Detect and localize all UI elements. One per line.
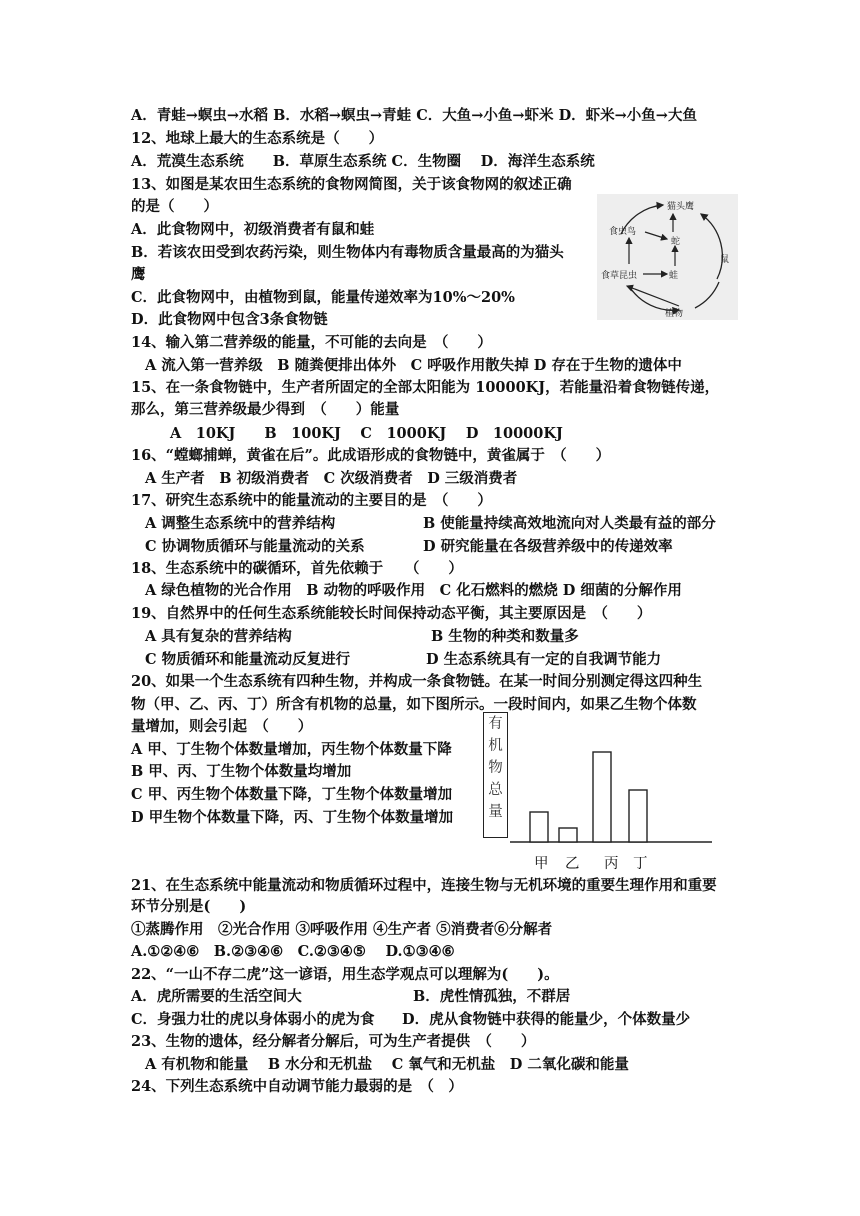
- q20-stem-line1: 20、如果一个生态系统有四种生物，并构成一条食物链。在某一时间分别测定得这四种生: [131, 673, 703, 690]
- q13-option-d: D．此食物网中包含3条食物链: [131, 311, 328, 328]
- chart-ylabel-char: 机: [488, 738, 503, 754]
- q14-options: A 流入第一营养级 B 随粪便排出体外 C 呼吸作用散失掉 D 存在于生物的遗体中: [145, 357, 682, 374]
- q15-options: A 10KJ B 100KJ C 1000KJ D 10000KJ: [170, 425, 563, 442]
- chart-category-label: 乙: [565, 856, 580, 872]
- chart-ylabel-char: 量: [488, 804, 503, 820]
- q22-option-a: A．虎所需要的生活空间大: [131, 988, 302, 1005]
- q14-stem: 14、输入第二营养级的能量，不可能的去向是 （ ）: [131, 334, 492, 351]
- q22-option-d: D．虎从食物链中获得的能量少，个体数量少: [402, 1011, 691, 1028]
- q23-stem: 23、生物的遗体，经分解者分解后，可为生产者提供 （ ）: [131, 1033, 536, 1050]
- q19-stem: 19、自然界中的任何生态系统能较长时间保持动态平衡，其主要原因是 （ ）: [131, 605, 652, 622]
- q23-options: A 有机物和能量 B 水分和无机盐 C 氧气和无机盐 D 二氧化碳和能量: [145, 1056, 629, 1073]
- q16-options: A 生产者 B 初级消费者 C 次级消费者 D 三级消费者: [145, 470, 518, 487]
- chart-category-label: 丙: [604, 856, 619, 872]
- q13-option-c: C．此食物网中，由植物到鼠，能量传递效率为10%～20%: [131, 289, 515, 306]
- q11-options: A．青蛙→螟虫→水稻 B．水稻→螟虫→青蛙 C．大鱼→小鱼→虾米 D．虾米→小鱼→大鱼: [131, 107, 697, 124]
- food-web-node-bird: 食虫鸟: [609, 227, 637, 237]
- chart-bar-1: [530, 812, 548, 842]
- q22-option-c: C．身强力壮的虎以身体弱小的虎为食: [131, 1011, 375, 1028]
- q17-option-c: C 协调物质循环与能量流动的关系: [145, 538, 365, 555]
- q22-stem: 22、“一山不存二虎”这一谚语，用生态学观点可以理解为( )。: [131, 966, 559, 983]
- q19-option-d: D 生态系统具有一定的自我调节能力: [426, 651, 662, 668]
- chart-bar-3: [593, 752, 611, 842]
- food-web-node-mouse: 鼠: [720, 255, 730, 265]
- q21-stem-line2: 环节分别是( ): [131, 898, 247, 915]
- q18-stem: 18、生态系统中的碳循环，首先依赖于 （ ）: [131, 560, 463, 577]
- food-web-node-frog: 蛙: [669, 271, 679, 281]
- q18-options: A 绿色植物的光合作用 B 动物的呼吸作用 C 化石燃料的燃烧 D 细菌的分解作用: [145, 582, 682, 599]
- food-web-node-insect: 食草昆虫: [601, 271, 638, 281]
- food-web-diagram: [597, 194, 738, 320]
- chart-ylabel-char: 总: [488, 782, 503, 798]
- chart-bar-4: [629, 790, 647, 842]
- q20-option-c: C 甲、丙生物个体数量下降，丁生物个体数量增加: [131, 786, 453, 803]
- food-web-node-snake: 蛇: [671, 237, 681, 247]
- q20-option-a: A 甲、丁生物个体数量增加，丙生物个体数量下降: [131, 741, 452, 758]
- q17-option-a: A 调整生态系统中的营养结构: [145, 515, 336, 532]
- q15-stem-line1: 15、在一条食物链中，生产者所固定的全部太阳能为 10000KJ，若能量沿着食物链传递，: [131, 379, 720, 396]
- q20-option-d: D 甲生物个体数量下降，丙、丁生物个体数量增加: [131, 809, 454, 826]
- q15-stem-line2: 那么，第三营养级最少得到 （ ）能量: [131, 401, 400, 418]
- q21-stem-line1: 21、在生态系统中能量流动和物质循环过程中，连接生物与无机环境的重要生理作用和重要: [131, 877, 717, 894]
- food-web-node-plant: 植物: [665, 309, 684, 319]
- q19-option-c: C 物质循环和能量流动反复进行: [145, 651, 351, 668]
- q17-option-d: D 研究能量在各级营养级中的传递效率: [423, 538, 673, 555]
- food-web-edge-plant-insect: [627, 286, 679, 306]
- q17-stem: 17、研究生态系统中的能量流动的主要目的是 （ ）: [131, 492, 492, 509]
- q21-options: A.①②④⑥ B.②③④⑥ C.②③④⑤ D.①③④⑥: [131, 943, 455, 960]
- q13-option-b-line2: 鹰: [131, 266, 146, 283]
- food-web-edge-bird-snake: [645, 232, 667, 239]
- q20-stem-line3: 量增加，则会引起 （ ）: [131, 718, 313, 735]
- food-web-node-owl: 猫头鹰: [667, 202, 695, 212]
- q16-stem: 16、“螳螂捕蝉，黄雀在后”。此成语形成的食物链中，黄雀属于 （ ）: [131, 447, 611, 464]
- q22-option-b: B．虎性情孤独，不群居: [413, 988, 571, 1005]
- food-web-arc-right: [701, 214, 722, 279]
- chart-ylabel-char: 有: [488, 716, 503, 732]
- q12-options: A．荒漠生态系统 B．草原生态系统 C．生物圈 D．海洋生态系统: [131, 153, 595, 170]
- food-web-arc-bottom: [695, 282, 719, 308]
- chart-bar-2: [559, 828, 577, 842]
- q13-stem-line2: 的是（ ）: [131, 198, 218, 215]
- q20-stem-line2: 物（甲、乙、丙、丁）所含有机物的总量，如下图所示。一段时间内，如果乙生物个体数: [131, 696, 697, 713]
- food-web-figure: [597, 194, 738, 320]
- q20-option-b: B 甲、丙、丁生物个体数量均增加: [131, 763, 352, 780]
- q13-option-a: A．此食物网中，初级消费者有鼠和蛙: [131, 221, 375, 238]
- q17-option-b: B 使能量持续高效地流向对人类最有益的部分: [423, 515, 716, 532]
- q19-option-b: B 生物的种类和数量多: [431, 628, 579, 645]
- q13-option-b-line1: B．若该农田受到农药污染，则生物体内有毒物质含量最高的为猫头: [131, 244, 564, 261]
- q13-stem-line1: 13、如图是某农田生态系统的食物网简图，关于该食物网的叙述正确: [131, 176, 572, 193]
- organic-matter-bar-chart: [480, 706, 712, 876]
- q12-stem: 12、地球上最大的生态系统是（ ）: [131, 130, 384, 147]
- q24-stem: 24、下列生态系统中自动调节能力最弱的是 （ ）: [131, 1078, 463, 1095]
- q19-option-a: A 具有复杂的营养结构: [145, 628, 292, 645]
- q21-items: ①蒸腾作用 ②光合作用 ③呼吸作用 ④生产者 ⑤消费者⑥分解者: [131, 921, 553, 938]
- chart-category-label: 甲: [534, 856, 549, 872]
- chart-category-label: 丁: [633, 856, 648, 872]
- chart-ylabel-char: 物: [488, 760, 503, 776]
